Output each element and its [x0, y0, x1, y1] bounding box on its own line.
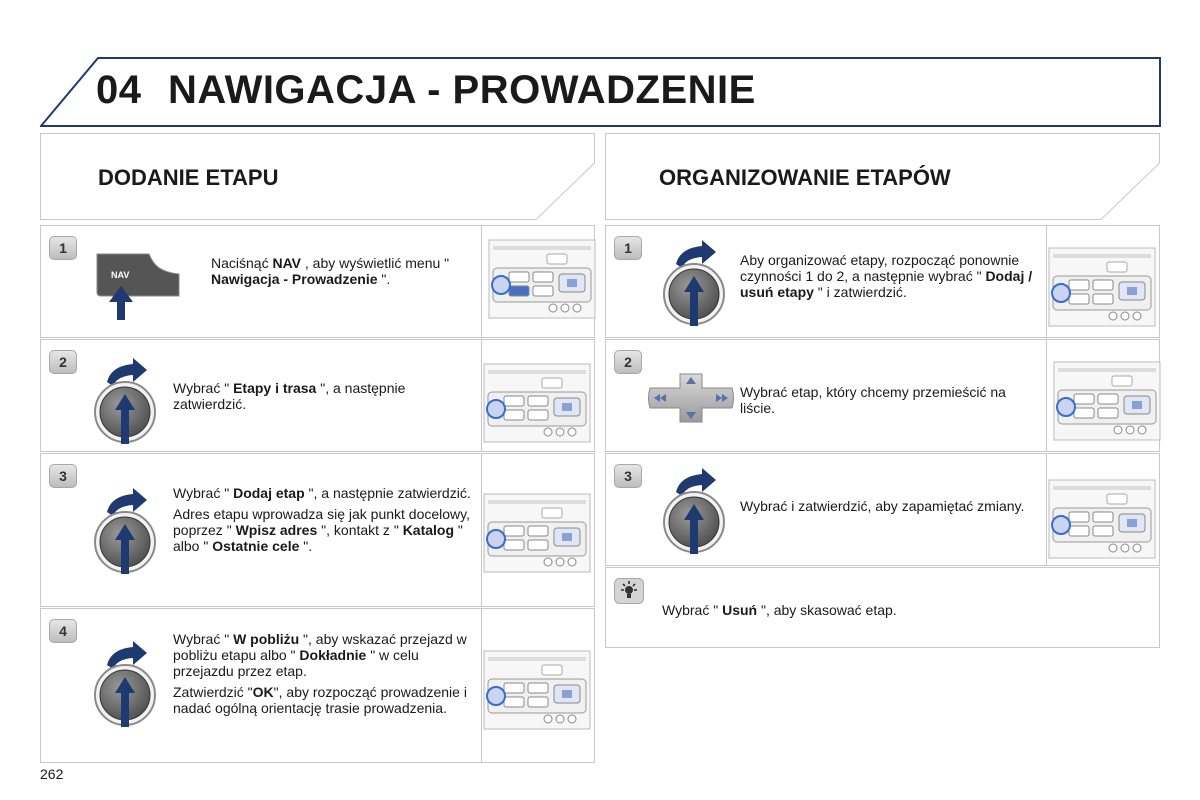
emphasized-term: NAV	[272, 255, 301, 271]
instruction-paragraph	[211, 255, 476, 287]
right-tip-text	[662, 602, 1062, 623]
radio-panel-icon	[1047, 478, 1157, 565]
left-step-2-text	[173, 380, 473, 417]
radio-panel-icon	[487, 238, 597, 325]
step-badge: 3	[614, 464, 642, 488]
text-run: Aby organizować etapy, rozpocząć ponownie czynności 1 do 2, a następnie wybrać "	[740, 252, 1020, 284]
emphasized-term: Dokładnie	[299, 647, 367, 663]
text-run: Wybrać "	[662, 602, 723, 618]
radio-panel-icon	[482, 492, 592, 579]
text-run: Adres etapu wprowadza się jak punkt docelowy, poprzez "	[173, 506, 471, 538]
page-number: 262	[40, 766, 64, 782]
radio-panel-icon	[1047, 246, 1157, 333]
text-run: ", a następnie zatwierdzić.	[304, 485, 471, 501]
emphasized-term: Ostatnie cele	[212, 538, 300, 554]
rotary-knob-icon	[89, 482, 169, 583]
nav-button-label: NAV	[111, 270, 130, 280]
emphasized-term: Dodaj etap	[233, 485, 305, 501]
emphasized-term: OK	[252, 684, 274, 700]
emphasized-term: Dodaj / usuń etapy	[740, 268, 1033, 300]
instruction-paragraph	[740, 252, 1040, 300]
instruction-paragraph	[173, 380, 473, 412]
text-run: Wybrać "	[173, 485, 234, 501]
right-step-3-text	[740, 498, 1040, 519]
chapter-number: 04	[96, 68, 142, 112]
rotary-knob-icon	[89, 352, 169, 453]
right-step-2	[605, 339, 1160, 452]
text-run: ".	[377, 271, 391, 287]
left-step-1	[40, 225, 595, 338]
instruction-paragraph	[662, 602, 1062, 618]
emphasized-term: Katalog	[402, 522, 455, 538]
text-run: ", kontakt z "	[317, 522, 403, 538]
text-run: Wybrać "	[173, 380, 234, 396]
emphasized-term: Nawigacja - Prowadzenie	[211, 271, 378, 287]
emphasized-term: W pobliżu	[233, 631, 300, 647]
step-badge: 3	[49, 464, 77, 488]
instruction-paragraph	[173, 506, 473, 554]
left-step-1-text	[211, 255, 476, 292]
text-run: ", aby skasować etap.	[757, 602, 897, 618]
instruction-paragraph	[173, 684, 473, 716]
left-step-4	[40, 608, 595, 763]
page-title: NAWIGACJA - PROWADZENIE	[168, 68, 756, 112]
instruction-paragraph	[740, 384, 1040, 416]
left-step-2	[40, 339, 595, 452]
rotary-knob-icon	[89, 635, 169, 736]
left-step-3-text	[173, 485, 473, 559]
step-badge: 1	[614, 236, 642, 260]
text-run: Naciśnąć	[211, 255, 273, 271]
nav-button-icon	[93, 250, 183, 331]
emphasized-term: Wpisz adres	[235, 522, 318, 538]
step-badge: 4	[49, 619, 77, 643]
instruction-paragraph	[173, 485, 473, 501]
right-section-title: ORGANIZOWANIE ETAPÓW	[659, 165, 951, 190]
text-run: Wybrać etap, który chcemy przemieścić na liście.	[740, 384, 1006, 416]
right-step-3	[605, 453, 1160, 566]
text-run: ", a następnie zatwierdzić.	[173, 380, 406, 412]
text-run: ", aby wskazać przejazd w pobliżu etapu albo "	[173, 631, 467, 663]
text-run: ".	[299, 538, 313, 554]
text-run: Wybrać i zatwierdzić, aby zapamiętać zmiany.	[740, 498, 1025, 514]
text-run: " i zatwierdzić.	[813, 284, 907, 300]
text-run: , aby wyświetlić menu "	[301, 255, 450, 271]
left-section-header	[40, 133, 595, 219]
right-section-header	[605, 133, 1160, 219]
right-step-1	[605, 225, 1160, 338]
tip-bulb-icon	[614, 578, 644, 609]
text-run: ", aby rozpocząć prowadzenie i nadać ogólną orientację trasie prowadzenia.	[173, 684, 467, 716]
radio-panel-icon	[1052, 360, 1162, 447]
step-badge: 2	[614, 350, 642, 374]
left-step-3	[40, 453, 595, 607]
radio-panel-icon	[482, 649, 592, 736]
text-run: " albo "	[173, 522, 463, 554]
text-run: Zatwierdzić "	[173, 684, 253, 700]
radio-panel-icon	[482, 362, 592, 449]
right-step-2-text	[740, 384, 1040, 421]
step-badge: 2	[49, 350, 77, 374]
step-badge: 1	[49, 236, 77, 260]
right-tip	[605, 567, 1160, 648]
rotary-knob-icon	[658, 462, 738, 563]
text-run: Wybrać "	[173, 631, 234, 647]
rotary-knob-icon	[658, 234, 738, 335]
emphasized-term: Etapy i trasa	[233, 380, 317, 396]
instruction-paragraph	[740, 498, 1040, 514]
direction-pad-icon	[646, 372, 736, 429]
instruction-paragraph	[173, 631, 473, 679]
left-step-4-text	[173, 631, 473, 721]
left-section-title: DODANIE ETAPU	[98, 165, 279, 190]
emphasized-term: Usuń	[722, 602, 758, 618]
text-run: " w celu przejazdu przez etap.	[173, 647, 419, 679]
right-step-1-text	[740, 252, 1040, 305]
